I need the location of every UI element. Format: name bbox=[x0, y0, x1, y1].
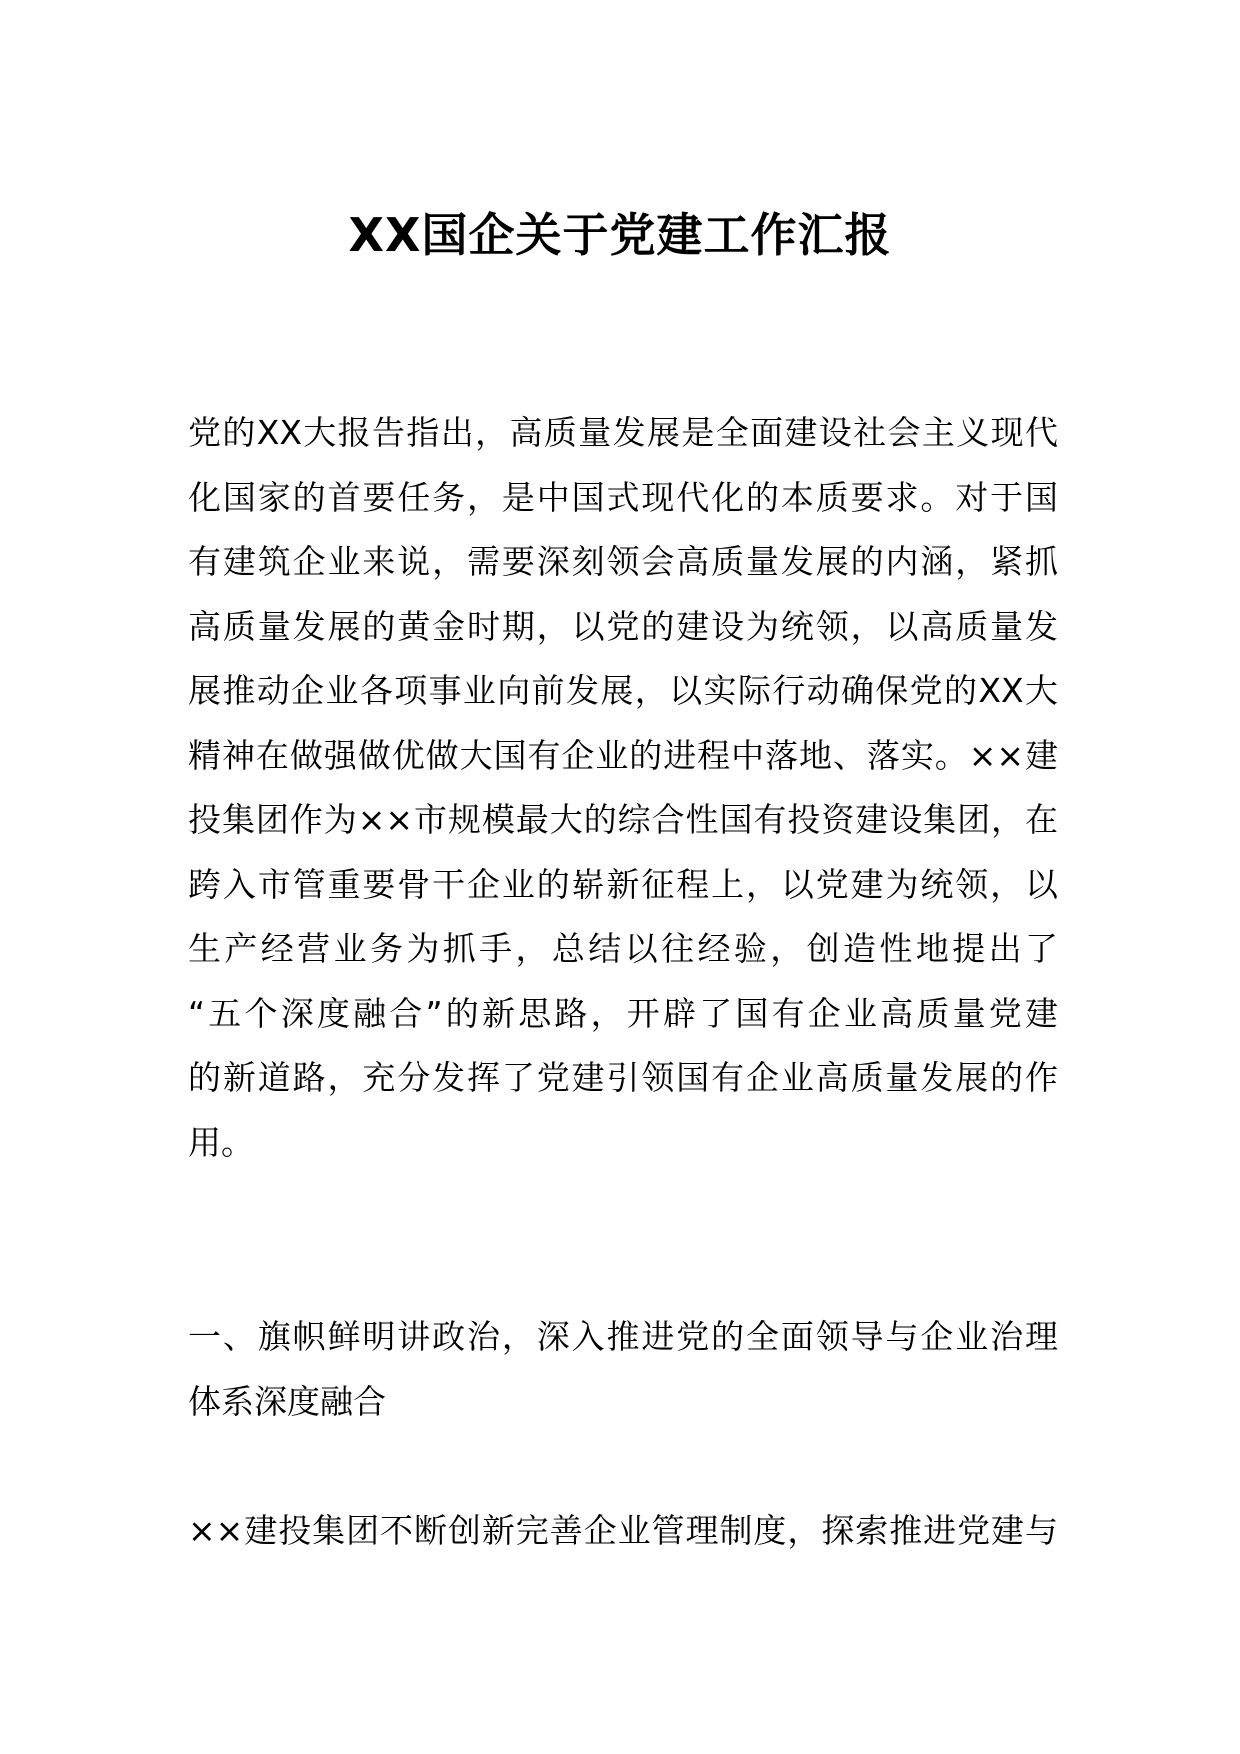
section-heading bbox=[188, 1305, 1058, 1434]
heading-line: 一、旗帜鲜明讲政治，深入推进党的全面领导与企业治理 bbox=[188, 1317, 1058, 1356]
heading-line: 体系深度融合 bbox=[188, 1381, 386, 1421]
paragraph-line: 化国家的首要任务，是中国式现代化的本质要求。对于国 bbox=[188, 477, 1058, 517]
paragraph-line: 党的XX大报告指出，高质量发展是全面建设社会主义现代 bbox=[188, 413, 1058, 452]
section-paragraph bbox=[188, 1499, 1058, 1564]
paragraph-line: 精神在做强做优做大国有企业的进程中落地、落实。××建 bbox=[188, 735, 1058, 775]
intro-paragraph bbox=[188, 401, 1058, 1175]
paragraph-line: 展推动企业各项事业向前发展，以实际行动确保党的XX大 bbox=[188, 671, 1058, 710]
paragraph-line: 用。 bbox=[188, 1122, 254, 1162]
document-title: XX国企关于党建工作汇报 bbox=[348, 208, 892, 262]
paragraph-line: 高质量发展的黄金时期，以党的建设为统领，以高质量发 bbox=[188, 606, 1058, 646]
paragraph-line: “五个深度融合”的新思路，开辟了国有企业高质量党建 bbox=[188, 993, 1058, 1033]
paragraph-line: ××建投集团不断创新完善企业管理制度，探索推进党建与 bbox=[188, 1511, 1058, 1550]
paragraph-line: 投集团作为××市规模最大的综合性国有投资建设集团，在 bbox=[188, 800, 1058, 839]
paragraph-line: 的新道路，充分发挥了党建引领国有企业高质量发展的作 bbox=[188, 1058, 1058, 1097]
paragraph-line: 跨入市管重要骨干企业的崭新征程上，以党建为统领，以 bbox=[188, 864, 1058, 904]
paragraph-line: 有建筑企业来说，需要深刻领会高质量发展的内涵，紧抓 bbox=[188, 542, 1058, 581]
paragraph-line: 生产经营业务为抓手，总结以往经验，创造性地提出了 bbox=[188, 929, 1058, 968]
